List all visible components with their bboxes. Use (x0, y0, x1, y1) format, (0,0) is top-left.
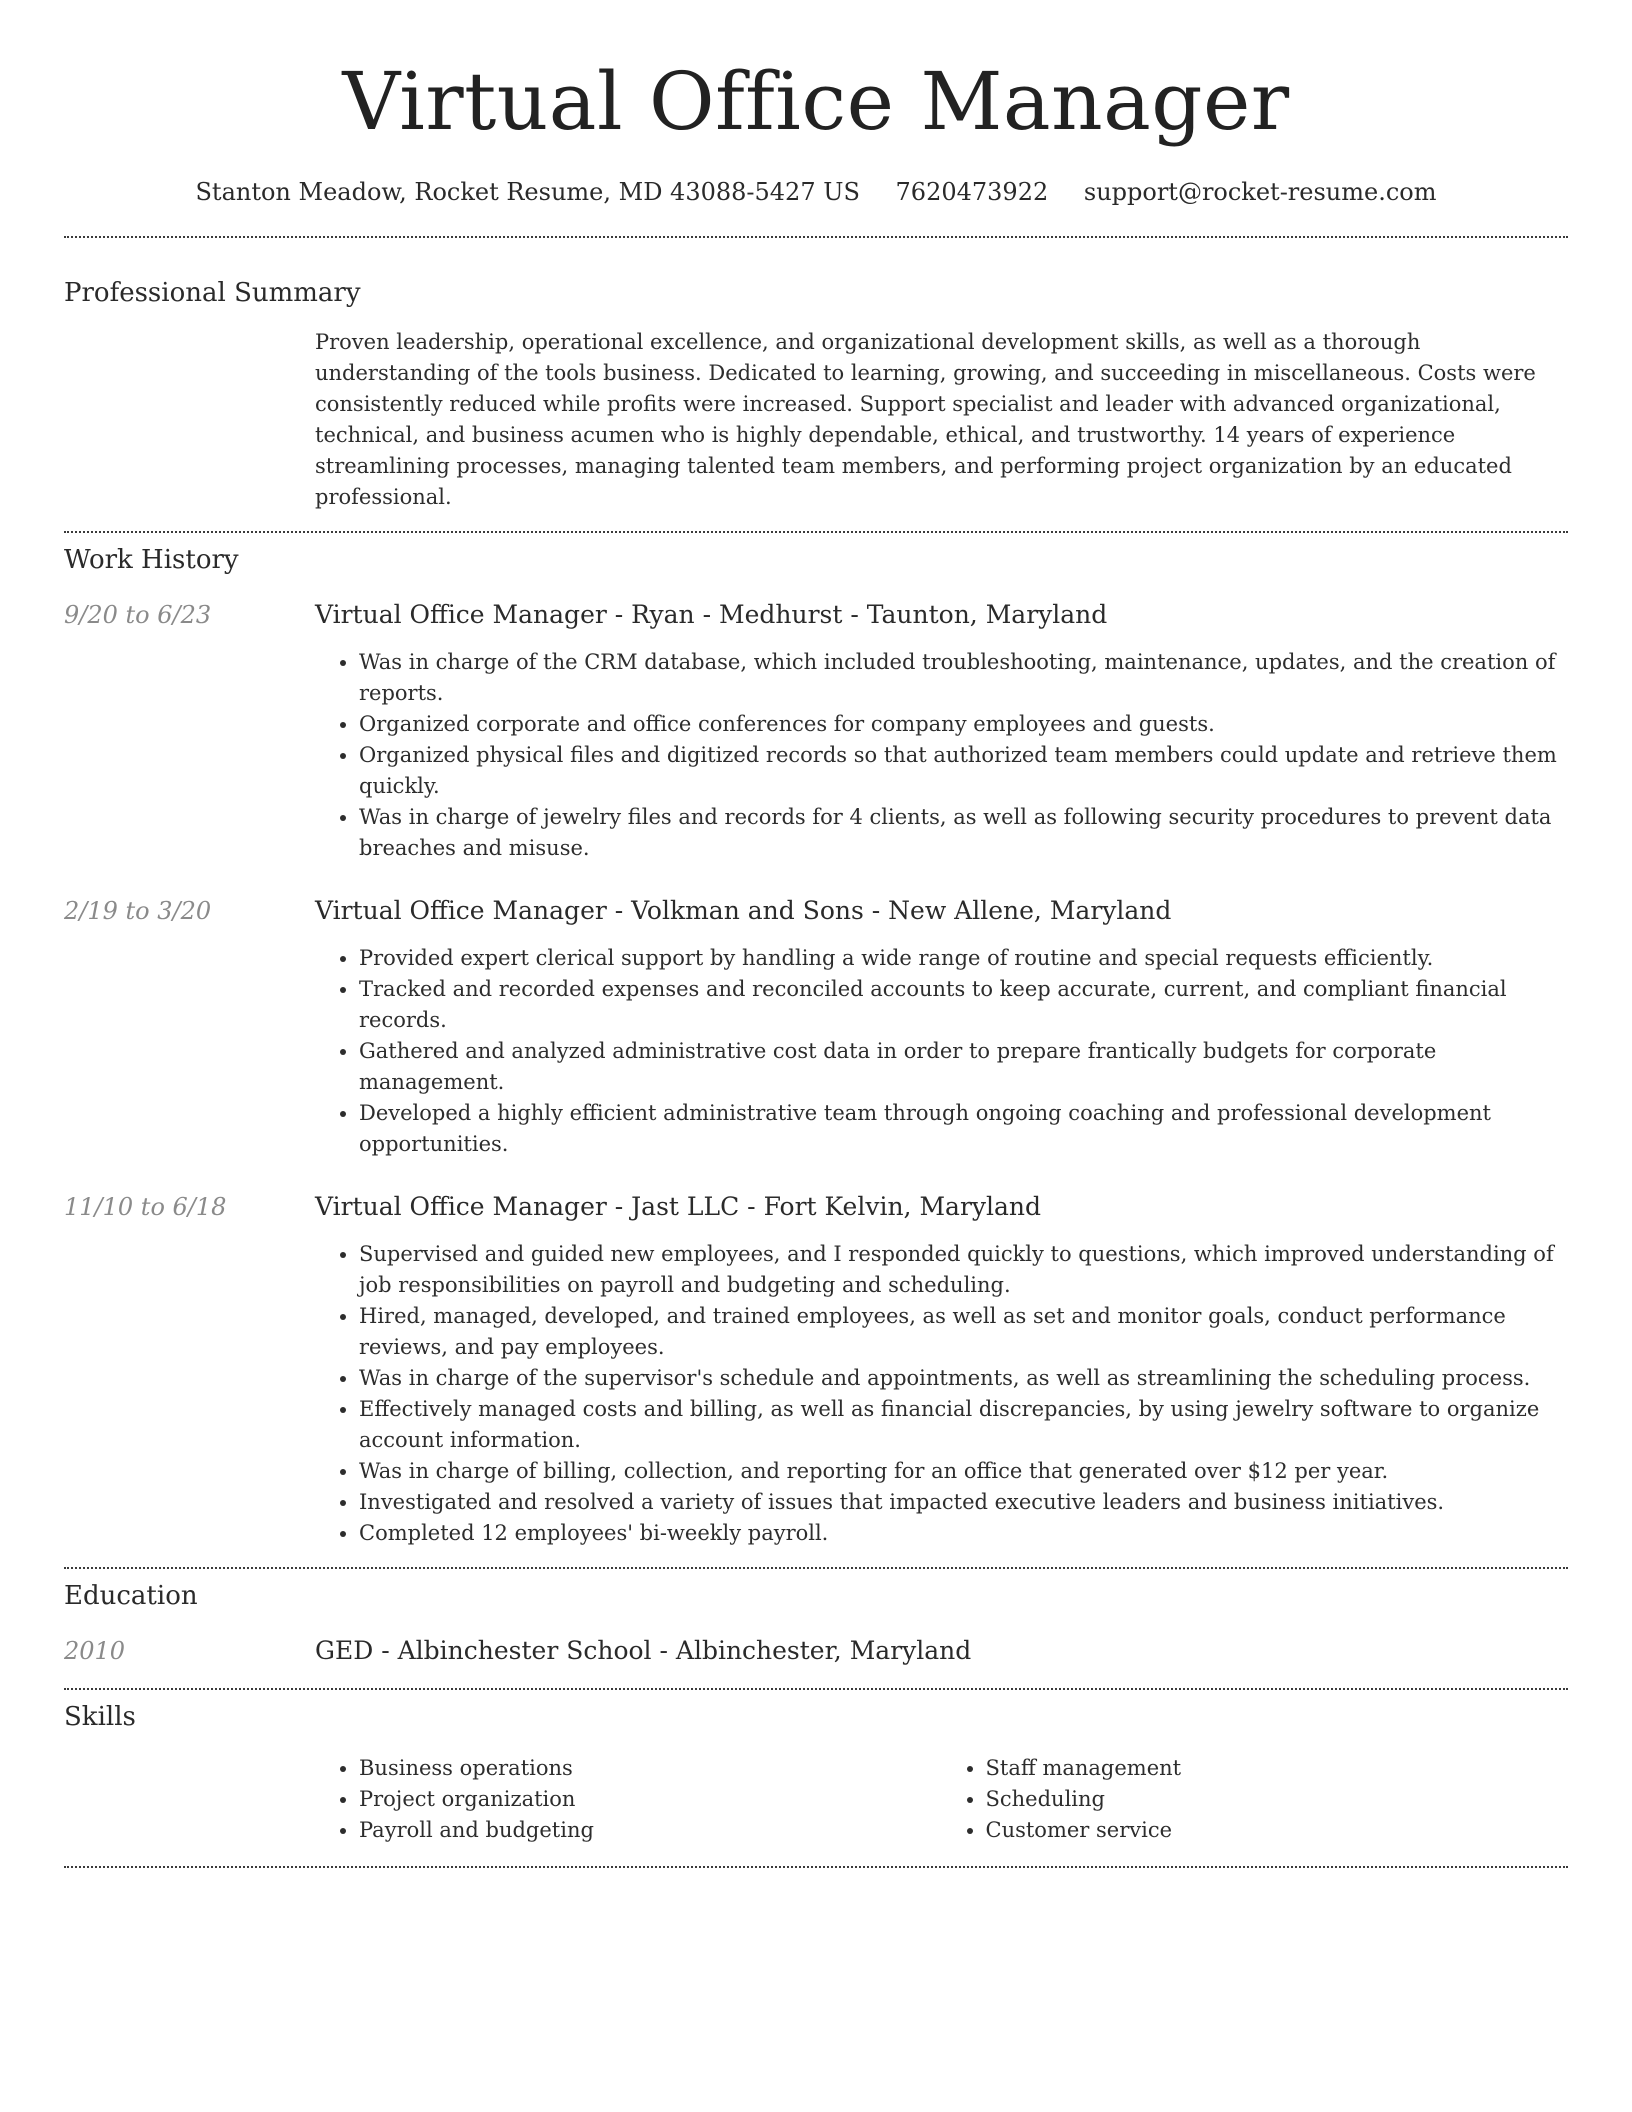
job-date: 9/20 to 6/23 (64, 601, 212, 629)
job-entry (64, 599, 1568, 864)
list-item: • Effectively managed costs and billing, as well as financial discrepancies, by using jewelry software to organize account information. (359, 1394, 1568, 1456)
job-title: Virtual Office Manager - Volkman and Sons - New Allene, Maryland (315, 896, 1172, 925)
divider (64, 1567, 1568, 1569)
list-item: • Was in charge of jewelry files and records for 4 clients, as well as following security procedures to prevent data breaches and misuse. (359, 802, 1568, 864)
education-title: GED - Albinchester School - Albinchester, Maryland (315, 1636, 972, 1665)
list-item: • Organized corporate and office conferences for company employees and guests. (359, 709, 1568, 740)
education-entry (64, 1635, 1568, 1667)
skills-column (942, 1753, 1569, 1846)
list-item: • Tracked and recorded expenses and reconciled accounts to keep accurate, current, and compliant financial records. (359, 974, 1568, 1036)
job-title: Virtual Office Manager - Jast LLC - Fort Kelvin, Maryland (315, 1192, 1042, 1221)
divider (64, 1688, 1568, 1690)
job-title: Virtual Office Manager - Ryan - Medhurst - Taunton, Maryland (315, 600, 1108, 629)
skill-item: • Staff management (986, 1753, 1569, 1784)
resume-name: Virtual Office Manager (342, 55, 1290, 148)
section-title-skills: Skills (64, 1702, 136, 1732)
list-item: • Completed 12 employees' bi-weekly payroll. (359, 1518, 1568, 1549)
list-item: • Investigated and resolved a variety of issues that impacted executive leaders and business initiatives. (359, 1487, 1568, 1518)
resume-page (64, 0, 1568, 1868)
job-bullets (315, 1239, 1568, 1549)
list-item: • Supervised and guided new employees, and I responded quickly to questions, which improved understanding of job responsibilities on payroll and budgeting and scheduling. (359, 1239, 1568, 1301)
list-item: • Was in charge of the supervisor's schedule and appointments, as well as streamlining the scheduling process. (359, 1363, 1568, 1394)
list-item: • Was in charge of billing, collection, and reporting for an office that generated over $12 per year. (359, 1456, 1568, 1487)
skill-item: • Business operations (359, 1753, 942, 1784)
job-date: 11/10 to 6/18 (64, 1193, 227, 1221)
list-item: • Hired, managed, developed, and trained employees, as well as set and monitor goals, conduct performance reviews, and pay employees. (359, 1301, 1568, 1363)
section-title-work: Work History (64, 545, 239, 575)
divider (64, 531, 1568, 533)
skills-grid (315, 1753, 1568, 1846)
job-entry (64, 895, 1568, 1160)
skill-item: • Scheduling (986, 1784, 1569, 1815)
skill-item: • Customer service (986, 1815, 1569, 1846)
divider (64, 1866, 1568, 1868)
skill-item: • Project organization (359, 1784, 942, 1815)
skills-column (315, 1753, 942, 1846)
summary-text: Proven leadership, operational excellence, and organizational development skills, as well as a thorough understanding of the tools business. Dedicated to learning, growing, and succeeding in miscellaneous. Costs were consistently reduced while profits were increased. Support specialist and leader with advanced organizational, technical, and business acumen who is highly dependable, ethical, and trustworthy. 14 years of experience streamlining processes, managing talented team members, and performing project organization by an educated professional. (315, 330, 1536, 509)
contact-email[interactable]: support@rocket-resume.com (1083, 178, 1437, 206)
job-entry (64, 1191, 1568, 1549)
list-item: • Organized physical files and digitized records so that authorized team members could update and retrieve them quickly. (359, 740, 1568, 802)
list-item: • Gathered and analyzed administrative cost data in order to prepare frantically budgets for corporate management. (359, 1036, 1568, 1098)
list-item: • Provided expert clerical support by handling a wide range of routine and special requests efficiently. (359, 943, 1568, 974)
list-item: • Was in charge of the CRM database, which included troubleshooting, maintenance, updates, and the creation of reports. (359, 647, 1568, 709)
list-item: • Developed a highly efficient administrative team through ongoing coaching and professional development opportunities. (359, 1098, 1568, 1160)
job-bullets (315, 943, 1568, 1160)
contact-address: Stanton Meadow, Rocket Resume, MD 43088-5427 US (195, 178, 860, 206)
divider (64, 236, 1568, 238)
education-date: 2010 (64, 1637, 126, 1665)
skill-item: • Payroll and budgeting (359, 1815, 942, 1846)
job-date: 2/19 to 3/20 (64, 897, 212, 925)
contact-line (64, 176, 1568, 208)
section-title-education: Education (64, 1581, 198, 1611)
section-title-summary: Professional Summary (64, 278, 361, 308)
contact-phone: 7620473922 (895, 178, 1049, 206)
job-bullets (315, 647, 1568, 864)
